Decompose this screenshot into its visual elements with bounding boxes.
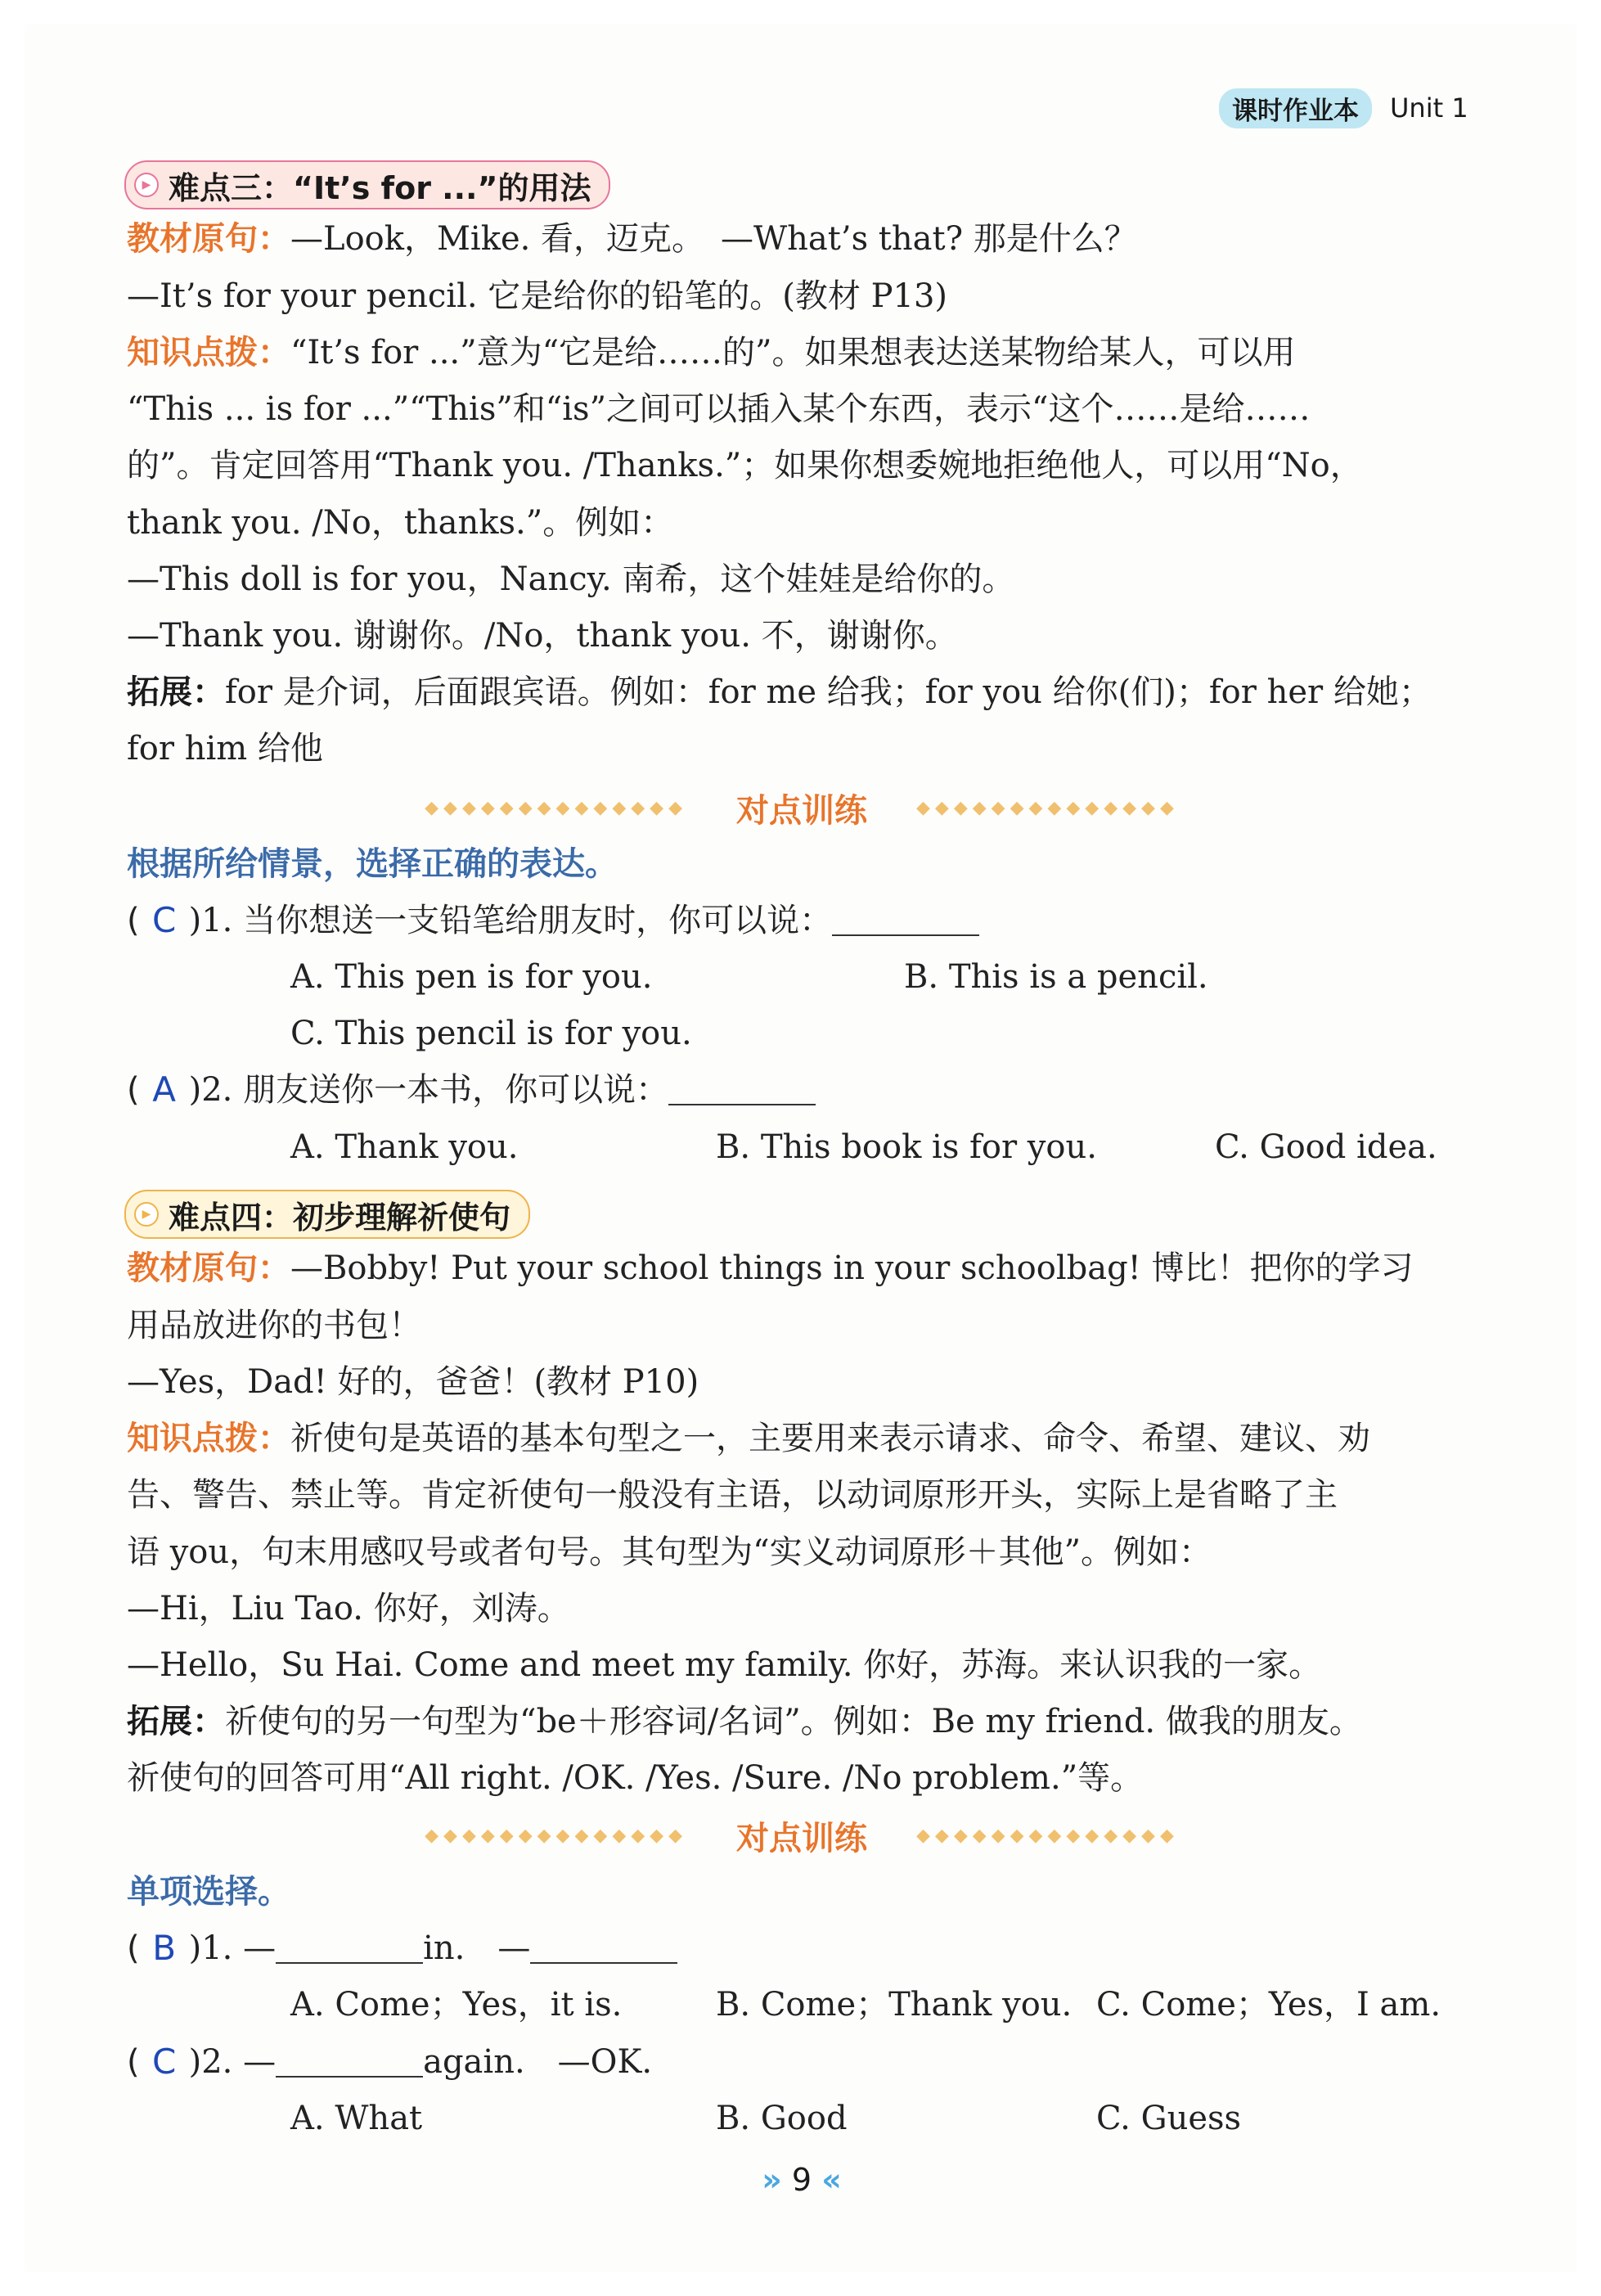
training-header-2: ◆◆◆◆◆◆◆◆◆◆◆◆◆◆ 对点训练 ◆◆◆◆◆◆◆◆◆◆◆◆◆◆ [425,1819,1179,1857]
instruction-1: 根据所给情景，选择正确的表达。 [127,845,618,883]
question-2-1: ( B )1. — in. — [127,1928,677,1969]
s3-line-3: 知识点拨：“It’s for ...”意为“它是给……的”。如果想表达送某物给某人，可以用 [127,334,1296,371]
option-c: C. Guess [1096,2100,1242,2137]
option-a: A. What [290,2100,423,2137]
s4-line-1: 教材原句：—Bobby! Put your school things in your schoolbag! 博比！把你的学习 [127,1249,1414,1287]
s3-line-10: for him 给他 [127,730,323,768]
s4-line-3: —Yes，Dad! 好的，爸爸！(教材 P10) [127,1363,699,1401]
answer-blank[interactable] [668,1074,816,1105]
training-header-1: ◆◆◆◆◆◆◆◆◆◆◆◆◆◆ 对点训练 ◆◆◆◆◆◆◆◆◆◆◆◆◆◆ [425,791,1179,830]
option-b: B. This is a pencil. [904,958,1208,996]
answer-mark: A [152,1069,176,1110]
s3-line-1: 教材原句：—Look，Mike. 看，迈克。 —What’s that? 那是什么？ [127,220,1137,258]
option-a: A. This pen is for you. [290,958,653,996]
option-c: C. Come；Yes，I am. [1096,1986,1441,2024]
right-arrow-icon: » [762,2162,782,2198]
s3-line-2: —It’s for your pencil. 它是给你的铅笔的。(教材 P13) [127,277,948,315]
answer-blank[interactable] [276,2046,423,2078]
left-arrow-icon: « [821,2162,842,2198]
answer-blank[interactable] [530,1933,677,1964]
answer-mark: C [151,900,177,940]
s4-line-6: 语 you，句末用感叹号或者句号。其句型为“实义动词原形＋其他”。例如： [127,1533,1212,1571]
s3-line-7: —This doll is for you，Nancy. 南希，这个娃娃是给你的。 [127,560,1015,598]
unit-label: Unit 1 [1390,92,1468,124]
page-header [1219,90,1468,126]
question-2-2: ( C )2. — again. —OK. [127,2042,653,2082]
s3-line-9: 拓展：for 是介词，后面跟宾语。例如：for me 给我；for you 给你(们)；for her 给她； [127,673,1432,711]
option-b: B. Come；Thank you. [716,1986,1073,2024]
option-a: A. Come；Yes，it is. [290,1986,623,2024]
s3-line-8: —Thank you. 谢谢你。/No，thank you. 不，谢谢你。 [127,617,958,655]
section-4-title: ▶ 难点四：初步理解祈使句 [124,1190,530,1239]
s4-line-5: 告、警告、禁止等。肯定祈使句一般没有主语，以动词原形开头，实际上是省略了主 [127,1476,1338,1514]
s3-line-4: “This ... is for ...”“This”和“is”之间可以插入某个东西，表示“这个……是给…… [127,390,1311,428]
option-c: C. Good idea. [1215,1128,1437,1166]
option-b: B. This book is for you. [716,1128,1097,1166]
play-icon: ▶ [134,1202,159,1227]
answer-mark: B [152,1928,177,1968]
answer-blank[interactable] [832,905,979,936]
answer-blank[interactable] [276,1933,423,1964]
s4-line-8: —Hello，Su Hai. Come and meet my family. 你好，苏海。来认识我的一家。 [127,1646,1322,1684]
s3-line-5: 的”。肯定回答用“Thank you. /Thanks.”；如果你想委婉地拒绝他人，可以用“No， [127,447,1363,484]
s4-line-2: 用品放进你的书包！ [127,1307,421,1344]
play-icon: ▶ [134,173,159,197]
instruction-2: 单项选择。 [127,1873,290,1911]
option-b: B. Good [716,2100,848,2137]
question-1-1: ( C )1. 当你想送一支铅笔给朋友时，你可以说： [127,900,979,941]
page-number: » 9 « [762,2162,842,2198]
section-3-title: ▶ 难点三：“It’s for ...”的用法 [124,160,610,209]
book-badge: 课时作业本 [1219,88,1372,128]
s3-line-6: thank you. /No，thanks.”。例如： [127,504,674,542]
s4-line-10: 祈使句的回答可用“All right. /OK. /Yes. /Sure. /No problem.”等。 [127,1759,1144,1797]
s4-line-7: —Hi，Liu Tao. 你好，刘涛。 [127,1590,570,1627]
answer-mark: C [151,2042,177,2082]
s4-line-9: 拓展：祈使句的另一句型为“be＋形容词/名词”。例如：Be my friend. 做我的朋友。 [127,1703,1362,1740]
question-1-2: ( A )2. 朋友送你一本书，你可以说： [127,1069,816,1110]
s4-line-4: 知识点拨：祈使句是英语的基本句型之一，主要用来表示请求、命令、希望、建议、劝 [127,1420,1370,1457]
option-a: A. Thank you. [290,1128,519,1166]
option-c: C. This pencil is for you. [290,1015,692,1052]
